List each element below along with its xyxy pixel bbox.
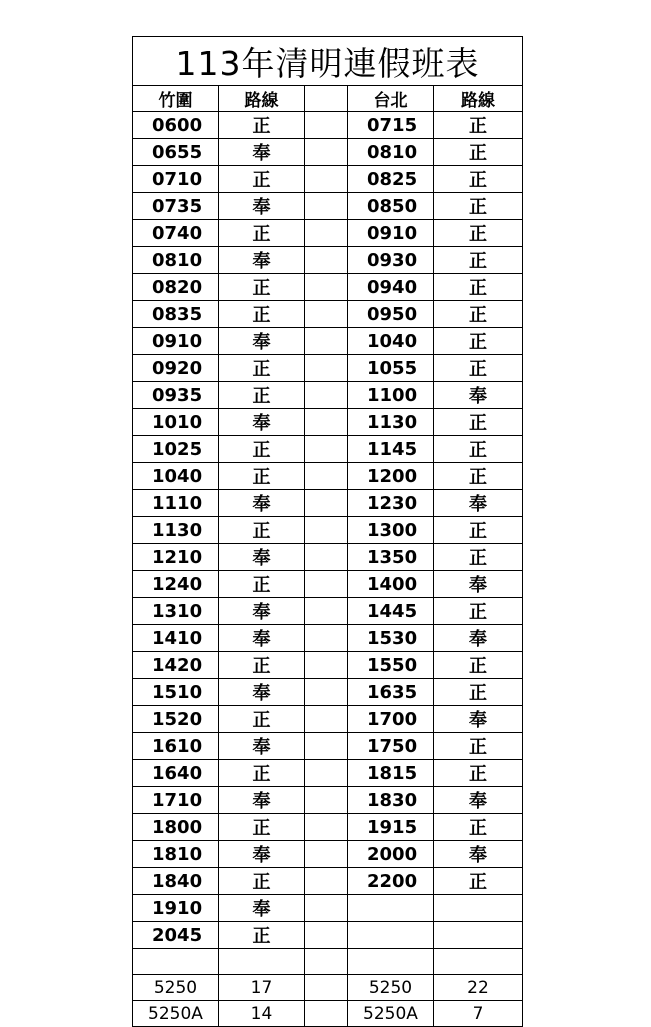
spacer-cell bbox=[305, 463, 348, 490]
taipei-route-cell bbox=[434, 922, 523, 949]
zhuwei-time-cell: 1025 bbox=[133, 436, 219, 463]
zhuwei-time-cell: 1240 bbox=[133, 571, 219, 598]
spacer-cell bbox=[305, 868, 348, 895]
zhuwei-route-cell: 奉 bbox=[219, 139, 305, 166]
table-row bbox=[133, 274, 523, 301]
taipei-route-cell: 正 bbox=[434, 220, 523, 247]
taipei-time-cell: 1915 bbox=[348, 814, 434, 841]
schedule-sheet bbox=[132, 36, 522, 1027]
table-row bbox=[133, 787, 523, 814]
spacer-cell bbox=[305, 301, 348, 328]
zhuwei-route-cell: 正 bbox=[219, 706, 305, 733]
zhuwei-time-cell: 1520 bbox=[133, 706, 219, 733]
taipei-time-cell: 1040 bbox=[348, 328, 434, 355]
summary-row bbox=[133, 1001, 523, 1027]
zhuwei-time-cell: 1640 bbox=[133, 760, 219, 787]
taipei-time-cell: 1300 bbox=[348, 517, 434, 544]
taipei-time-cell: 1100 bbox=[348, 382, 434, 409]
table-row bbox=[133, 895, 523, 922]
taipei-time-cell: 1700 bbox=[348, 706, 434, 733]
taipei-route-cell: 正 bbox=[434, 733, 523, 760]
table-row bbox=[133, 922, 523, 949]
spacer-cell bbox=[305, 733, 348, 760]
spacer-cell bbox=[305, 571, 348, 598]
taipei-route-cell: 正 bbox=[434, 355, 523, 382]
taipei-time-cell: 1530 bbox=[348, 625, 434, 652]
taipei-time-cell: 2000 bbox=[348, 841, 434, 868]
taipei-route-cell: 正 bbox=[434, 598, 523, 625]
summary-zhuwei-label: 5250 bbox=[133, 975, 219, 1001]
taipei-route-cell bbox=[434, 949, 523, 975]
taipei-time-cell: 0950 bbox=[348, 301, 434, 328]
spacer-cell bbox=[305, 490, 348, 517]
zhuwei-route-cell: 奉 bbox=[219, 490, 305, 517]
header-route-taipei: 路線 bbox=[434, 86, 523, 112]
spacer-cell bbox=[305, 544, 348, 571]
taipei-time-cell: 1350 bbox=[348, 544, 434, 571]
zhuwei-route-cell: 奉 bbox=[219, 895, 305, 922]
spacer-cell bbox=[305, 841, 348, 868]
zhuwei-time-cell: 1010 bbox=[133, 409, 219, 436]
zhuwei-time-cell: 1310 bbox=[133, 598, 219, 625]
taipei-time-cell: 1635 bbox=[348, 679, 434, 706]
taipei-time-cell: 0930 bbox=[348, 247, 434, 274]
table-row bbox=[133, 625, 523, 652]
summary-taipei-count: 7 bbox=[434, 1001, 523, 1027]
zhuwei-route-cell: 正 bbox=[219, 436, 305, 463]
table-row bbox=[133, 517, 523, 544]
taipei-route-cell: 正 bbox=[434, 301, 523, 328]
taipei-route-cell bbox=[434, 895, 523, 922]
taipei-time-cell: 1130 bbox=[348, 409, 434, 436]
zhuwei-time-cell: 0600 bbox=[133, 112, 219, 139]
spacer-cell bbox=[305, 787, 348, 814]
table-row bbox=[133, 868, 523, 895]
taipei-route-cell: 奉 bbox=[434, 571, 523, 598]
taipei-time-cell: 1815 bbox=[348, 760, 434, 787]
summary-spacer bbox=[305, 975, 348, 1001]
table-row bbox=[133, 112, 523, 139]
zhuwei-time-cell: 0820 bbox=[133, 274, 219, 301]
taipei-time-cell bbox=[348, 949, 434, 975]
taipei-time-cell: 1055 bbox=[348, 355, 434, 382]
taipei-time-cell: 1550 bbox=[348, 652, 434, 679]
zhuwei-route-cell bbox=[219, 949, 305, 975]
zhuwei-route-cell: 奉 bbox=[219, 409, 305, 436]
spacer-cell bbox=[305, 625, 348, 652]
header-spacer bbox=[305, 86, 348, 112]
taipei-route-cell: 正 bbox=[434, 139, 523, 166]
zhuwei-time-cell: 0655 bbox=[133, 139, 219, 166]
zhuwei-time-cell: 1800 bbox=[133, 814, 219, 841]
table-row bbox=[133, 139, 523, 166]
taipei-route-cell: 正 bbox=[434, 166, 523, 193]
spacer-cell bbox=[305, 139, 348, 166]
zhuwei-time-cell: 1810 bbox=[133, 841, 219, 868]
taipei-time-cell: 1445 bbox=[348, 598, 434, 625]
table-row bbox=[133, 760, 523, 787]
zhuwei-route-cell: 正 bbox=[219, 463, 305, 490]
summary-taipei-label: 5250A bbox=[348, 1001, 434, 1027]
zhuwei-time-cell: 1610 bbox=[133, 733, 219, 760]
spacer-cell bbox=[305, 247, 348, 274]
table-row bbox=[133, 328, 523, 355]
taipei-route-cell: 正 bbox=[434, 463, 523, 490]
taipei-route-cell: 正 bbox=[434, 868, 523, 895]
spacer-cell bbox=[305, 706, 348, 733]
taipei-route-cell: 奉 bbox=[434, 490, 523, 517]
spacer-cell bbox=[305, 517, 348, 544]
table-row bbox=[133, 355, 523, 382]
zhuwei-time-cell: 0835 bbox=[133, 301, 219, 328]
zhuwei-route-cell: 正 bbox=[219, 814, 305, 841]
table-row bbox=[133, 652, 523, 679]
taipei-time-cell: 1145 bbox=[348, 436, 434, 463]
zhuwei-route-cell: 奉 bbox=[219, 787, 305, 814]
taipei-route-cell: 正 bbox=[434, 193, 523, 220]
zhuwei-route-cell: 正 bbox=[219, 382, 305, 409]
spacer-cell bbox=[305, 760, 348, 787]
table-row bbox=[133, 436, 523, 463]
summary-taipei-count: 22 bbox=[434, 975, 523, 1001]
table-row bbox=[133, 733, 523, 760]
zhuwei-route-cell: 正 bbox=[219, 760, 305, 787]
zhuwei-time-cell: 0740 bbox=[133, 220, 219, 247]
taipei-route-cell: 奉 bbox=[434, 841, 523, 868]
spacer-cell bbox=[305, 328, 348, 355]
zhuwei-time-cell: 0935 bbox=[133, 382, 219, 409]
table-row bbox=[133, 814, 523, 841]
zhuwei-time-cell: 1130 bbox=[133, 517, 219, 544]
spacer-cell bbox=[305, 598, 348, 625]
taipei-route-cell: 正 bbox=[434, 247, 523, 274]
header-zhuwei: 竹圍 bbox=[133, 86, 219, 112]
zhuwei-time-cell: 2045 bbox=[133, 922, 219, 949]
taipei-route-cell: 正 bbox=[434, 517, 523, 544]
summary-zhuwei-count: 17 bbox=[219, 975, 305, 1001]
header-taipei: 台北 bbox=[348, 86, 434, 112]
header-route-zhuwei: 路線 bbox=[219, 86, 305, 112]
taipei-route-cell: 奉 bbox=[434, 382, 523, 409]
zhuwei-route-cell: 正 bbox=[219, 517, 305, 544]
taipei-route-cell: 正 bbox=[434, 679, 523, 706]
spacer-cell bbox=[305, 895, 348, 922]
table-row bbox=[133, 598, 523, 625]
summary-zhuwei-label: 5250A bbox=[133, 1001, 219, 1027]
table-row bbox=[133, 571, 523, 598]
zhuwei-route-cell: 正 bbox=[219, 220, 305, 247]
taipei-route-cell: 正 bbox=[434, 436, 523, 463]
schedule-table bbox=[132, 36, 523, 1027]
spacer-cell bbox=[305, 436, 348, 463]
zhuwei-time-cell: 0735 bbox=[133, 193, 219, 220]
table-row bbox=[133, 409, 523, 436]
spacer-cell bbox=[305, 382, 348, 409]
zhuwei-route-cell: 奉 bbox=[219, 625, 305, 652]
taipei-time-cell: 0940 bbox=[348, 274, 434, 301]
table-row bbox=[133, 193, 523, 220]
table-row bbox=[133, 706, 523, 733]
summary-taipei-label: 5250 bbox=[348, 975, 434, 1001]
taipei-route-cell: 奉 bbox=[434, 625, 523, 652]
spacer-cell bbox=[305, 922, 348, 949]
table-row bbox=[133, 301, 523, 328]
taipei-time-cell: 0825 bbox=[348, 166, 434, 193]
zhuwei-time-cell: 1710 bbox=[133, 787, 219, 814]
zhuwei-time-cell: 1420 bbox=[133, 652, 219, 679]
spacer-cell bbox=[305, 949, 348, 975]
taipei-time-cell: 1830 bbox=[348, 787, 434, 814]
table-row bbox=[133, 841, 523, 868]
zhuwei-route-cell: 奉 bbox=[219, 247, 305, 274]
zhuwei-time-cell: 1840 bbox=[133, 868, 219, 895]
zhuwei-route-cell: 奉 bbox=[219, 193, 305, 220]
table-row bbox=[133, 490, 523, 517]
schedule-title: 113年清明連假班表 bbox=[133, 37, 523, 86]
taipei-route-cell: 正 bbox=[434, 328, 523, 355]
taipei-route-cell: 正 bbox=[434, 760, 523, 787]
zhuwei-time-cell: 0920 bbox=[133, 355, 219, 382]
taipei-route-cell: 奉 bbox=[434, 787, 523, 814]
zhuwei-route-cell: 奉 bbox=[219, 598, 305, 625]
table-row bbox=[133, 463, 523, 490]
zhuwei-time-cell: 1110 bbox=[133, 490, 219, 517]
spacer-cell bbox=[305, 409, 348, 436]
zhuwei-route-cell: 奉 bbox=[219, 733, 305, 760]
taipei-time-cell: 1230 bbox=[348, 490, 434, 517]
zhuwei-route-cell: 奉 bbox=[219, 544, 305, 571]
zhuwei-route-cell: 正 bbox=[219, 652, 305, 679]
taipei-time-cell: 1400 bbox=[348, 571, 434, 598]
zhuwei-route-cell: 正 bbox=[219, 301, 305, 328]
zhuwei-route-cell: 正 bbox=[219, 868, 305, 895]
table-row bbox=[133, 382, 523, 409]
zhuwei-time-cell: 0910 bbox=[133, 328, 219, 355]
taipei-time-cell: 1200 bbox=[348, 463, 434, 490]
table-row bbox=[133, 166, 523, 193]
zhuwei-route-cell: 奉 bbox=[219, 841, 305, 868]
zhuwei-route-cell: 正 bbox=[219, 922, 305, 949]
zhuwei-time-cell bbox=[133, 949, 219, 975]
zhuwei-time-cell: 1210 bbox=[133, 544, 219, 571]
table-row bbox=[133, 220, 523, 247]
spacer-cell bbox=[305, 274, 348, 301]
taipei-route-cell: 正 bbox=[434, 652, 523, 679]
taipei-route-cell: 正 bbox=[434, 814, 523, 841]
zhuwei-route-cell: 正 bbox=[219, 112, 305, 139]
header-row bbox=[133, 86, 523, 112]
taipei-time-cell: 0810 bbox=[348, 139, 434, 166]
zhuwei-route-cell: 奉 bbox=[219, 328, 305, 355]
table-row bbox=[133, 544, 523, 571]
zhuwei-route-cell: 正 bbox=[219, 355, 305, 382]
spacer-cell bbox=[305, 112, 348, 139]
zhuwei-time-cell: 1410 bbox=[133, 625, 219, 652]
taipei-time-cell: 0850 bbox=[348, 193, 434, 220]
spacer-cell bbox=[305, 166, 348, 193]
spacer-cell bbox=[305, 814, 348, 841]
spacer-cell bbox=[305, 679, 348, 706]
spacer-cell bbox=[305, 193, 348, 220]
zhuwei-time-cell: 0810 bbox=[133, 247, 219, 274]
taipei-route-cell: 正 bbox=[434, 544, 523, 571]
summary-zhuwei-count: 14 bbox=[219, 1001, 305, 1027]
taipei-time-cell: 0910 bbox=[348, 220, 434, 247]
taipei-time-cell bbox=[348, 895, 434, 922]
zhuwei-time-cell: 1510 bbox=[133, 679, 219, 706]
zhuwei-route-cell: 正 bbox=[219, 274, 305, 301]
zhuwei-time-cell: 1040 bbox=[133, 463, 219, 490]
taipei-route-cell: 正 bbox=[434, 274, 523, 301]
zhuwei-route-cell: 奉 bbox=[219, 679, 305, 706]
taipei-time-cell bbox=[348, 922, 434, 949]
spacer-cell bbox=[305, 220, 348, 247]
table-row bbox=[133, 247, 523, 274]
schedule-body bbox=[133, 86, 523, 1027]
zhuwei-route-cell: 正 bbox=[219, 571, 305, 598]
zhuwei-time-cell: 1910 bbox=[133, 895, 219, 922]
summary-spacer bbox=[305, 1001, 348, 1027]
zhuwei-time-cell: 0710 bbox=[133, 166, 219, 193]
table-row bbox=[133, 679, 523, 706]
taipei-time-cell: 0715 bbox=[348, 112, 434, 139]
spacer-cell bbox=[305, 652, 348, 679]
taipei-route-cell: 奉 bbox=[434, 706, 523, 733]
summary-row bbox=[133, 975, 523, 1001]
taipei-route-cell: 正 bbox=[434, 112, 523, 139]
table-row bbox=[133, 949, 523, 975]
zhuwei-route-cell: 正 bbox=[219, 166, 305, 193]
taipei-route-cell: 正 bbox=[434, 409, 523, 436]
spacer-cell bbox=[305, 355, 348, 382]
taipei-time-cell: 1750 bbox=[348, 733, 434, 760]
taipei-time-cell: 2200 bbox=[348, 868, 434, 895]
